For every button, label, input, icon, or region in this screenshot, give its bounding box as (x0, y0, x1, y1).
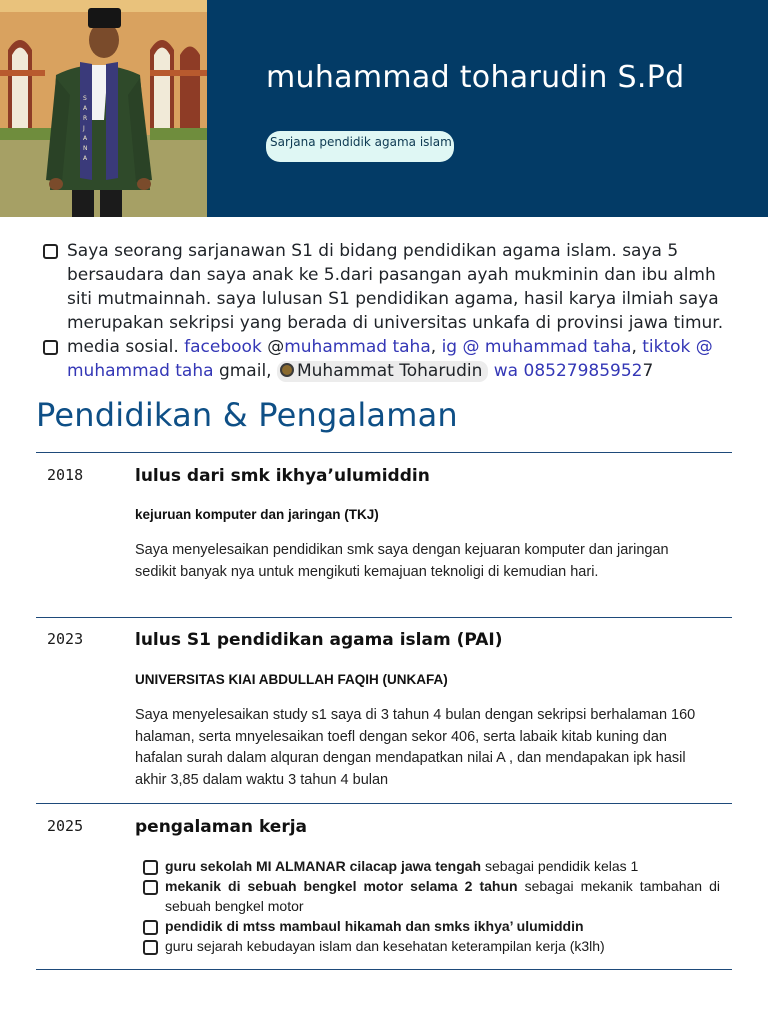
divider (36, 452, 732, 453)
divider (36, 617, 732, 618)
experience-detail: sebagai pendidik kelas 1 (481, 858, 639, 874)
svg-text:J: J (83, 125, 85, 132)
divider (36, 803, 732, 804)
bio-item (43, 239, 733, 335)
separator: , (631, 337, 643, 357)
experience-checkbox[interactable] (143, 860, 158, 875)
entry-title: pengalaman kerja (135, 817, 308, 837)
role-badge: Sarjana pendidik agama islam (266, 131, 454, 162)
timeline-entry (36, 630, 732, 795)
entry-year: 2023 (47, 630, 84, 648)
svg-text:A: A (83, 155, 88, 162)
entry-description: Saya menyelesaikan study s1 saya di 3 tahun 4 bulan dengan sekripsi berhalaman 160 halaman, serta mnyelesaikan toefl dengan sekor 406, serta labaik kitab kuning dan hafalan surah dalam alquran dengan mendapatkan nilai A , dan mendapakan ipk hasil akhir 3,85 dalam waktu 3 tahun 4 bulan (135, 707, 696, 788)
divider (36, 969, 732, 970)
section-title: Pendidikan & Pengalaman (36, 396, 458, 434)
profile-name: muhammad toharudin S.Pd (266, 60, 685, 95)
experience-highlight: pendidik di mtss mambaul hikamah dan smks ikhya’ ulumiddin (165, 918, 584, 934)
social-checkbox[interactable] (43, 340, 58, 355)
experience-highlight: mekanik di sebuah bengkel motor selama 2 tahun (165, 878, 518, 894)
experience-detail: guru sejarah kebudayan islam dan kesehatan keterampilan kerja (k3lh) (165, 938, 605, 954)
tiktok-link[interactable]: tiktok @ muhammad taha (67, 337, 713, 381)
experience-highlight: guru sekolah MI ALMANAR cilacap jawa tengah (165, 858, 482, 874)
timeline-entry (36, 817, 732, 967)
avatar-icon (280, 363, 294, 377)
svg-text:N: N (83, 145, 88, 152)
experience-checkbox[interactable] (143, 920, 158, 935)
bio-text: Saya seorang sarjanawan S1 di bidang pendidikan agama islam. saya 5 bersaudara dan saya anak ke 5.dari pasangan ayah mukminin dan ibu almh siti mutmainnah. saya lulusan S1 pendidikan agama, hasil karya ilmiah saya merupakan sekripsi yang berada di universitas unkafa di provinsi jawa timur. (67, 241, 724, 333)
experience-item (143, 856, 720, 876)
gmail-mention-name: Muhammat Toharudin (296, 361, 483, 381)
experience-item (143, 916, 720, 936)
instagram-link[interactable]: ig @ muhammad taha (441, 337, 632, 357)
facebook-handle-link[interactable]: muhammad taha (284, 337, 431, 357)
entry-title: lulus dari smk ikhya’ulumiddin (135, 466, 430, 486)
gmail-mention-chip[interactable] (277, 361, 488, 382)
experience-checkbox[interactable] (143, 880, 158, 895)
entry-description: Saya menyelesaikan pendidikan smk saya dengan kejuaran komputer dan jaringan sedikit banyak nya untuk mengikuti kemajuan teknoligi di kemudian hari. (135, 542, 669, 580)
entry-year: 2018 (47, 466, 84, 484)
whatsapp-link[interactable]: wa 08527985952 (493, 361, 643, 381)
facebook-link[interactable]: facebook (184, 337, 262, 357)
entry-title: lulus S1 pendidikan agama islam (PAI) (135, 630, 503, 650)
social-prefix: media sosial. (67, 337, 179, 357)
at-sign: @ (261, 337, 285, 357)
experience-detail: sebagai mekanik tambahan di sebuah bengkel motor (165, 878, 720, 914)
experience-checkbox[interactable] (143, 940, 158, 955)
svg-text:A: A (83, 135, 88, 142)
experience-list (143, 856, 720, 956)
entry-year: 2025 (47, 817, 84, 835)
header-banner (0, 0, 768, 217)
whatsapp-tail: 7 (642, 361, 654, 381)
separator: , (430, 337, 442, 357)
svg-text:S: S (83, 95, 87, 102)
svg-text:R: R (83, 115, 88, 122)
entry-subtitle: kejuruan komputer dan jaringan (TKJ) (135, 507, 379, 522)
about-section (43, 239, 733, 383)
entry-subtitle: UNIVERSITAS KIAI ABDULLAH FAQIH (UNKAFA) (135, 672, 448, 687)
timeline-entry (36, 466, 732, 606)
bio-checkbox[interactable] (43, 244, 58, 259)
experience-item (143, 876, 720, 916)
experience-item (143, 936, 720, 956)
svg-text:A: A (83, 105, 88, 112)
gmail-label: gmail, (213, 361, 277, 381)
social-media-item (43, 335, 733, 383)
profile-photo (0, 0, 207, 217)
